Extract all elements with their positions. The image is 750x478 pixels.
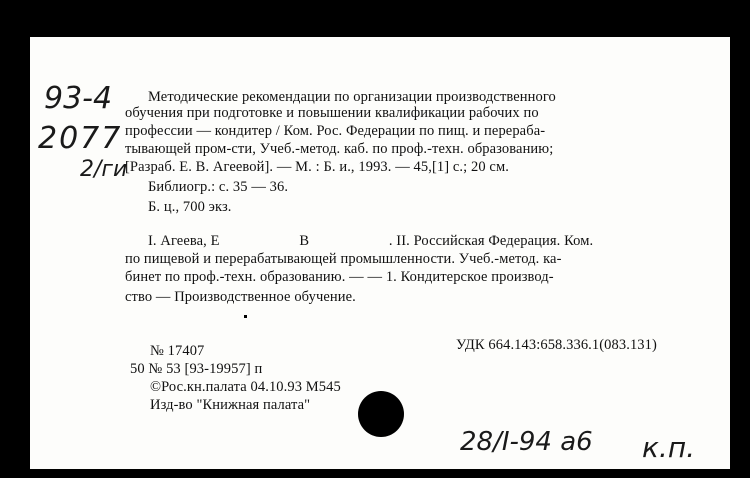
tracing-line-1 [148, 233, 593, 249]
tracing-corporate: . II. Российская Федерация. Ком. [388, 233, 594, 249]
handwritten-date: 28/I-94 а6 [460, 427, 593, 457]
bibliography-note: Библиогр.: с. 35 — 36. [148, 179, 289, 195]
title-line-5: [Разраб. Е. В. Агеевой]. — М. : Б. и., 1993. — 45,[1] с.; 20 см. [125, 159, 509, 175]
tracing-author: I. Агеева, Е [148, 233, 220, 249]
handwritten-initials: к.п. [642, 431, 696, 464]
handwritten-mark: 2/ги [80, 157, 128, 182]
title-line-4: тывающей пром-сти, Учеб.-метод. каб. по проф.-техн. образованию; [125, 141, 554, 157]
call-number-top: 93-4 [44, 81, 113, 116]
card-number: № 17407 [150, 343, 205, 359]
tracing-initial: В [299, 233, 310, 249]
price-run: Б. ц., 700 экз. [148, 199, 232, 215]
tracing-line-3: бинет по проф.-техн. образованию. — — 1. Кондитерское производ- [125, 269, 554, 285]
title-line-1: Методические рекомендации по организации производственного [148, 89, 556, 105]
scan-speck [244, 315, 247, 318]
udc-code: УДК 664.143:658.336.1(083.131) [456, 337, 657, 353]
tracing-line-4: ство — Производственное обучение. [125, 289, 356, 305]
punch-hole [358, 391, 404, 437]
title-line-3: профессии — кондитер / Ком. Рос. Федерации по пищ. и перераба- [125, 123, 546, 139]
order-number: 50 № 53 [93-19957] п [130, 361, 263, 377]
title-line-2: обучения при подготовке и повышении квалификации рабочих по [125, 105, 539, 121]
catalog-card [30, 37, 730, 469]
call-number-bottom: 2077 [38, 121, 123, 156]
tracing-line-2: по пищевой и перерабатывающей промышленности. Учеб.-метод. ка- [125, 251, 562, 267]
publisher-line: Изд-во "Книжная палата" [150, 397, 311, 413]
copyright-line: ©Рос.кн.палата 04.10.93 M545 [150, 379, 341, 395]
